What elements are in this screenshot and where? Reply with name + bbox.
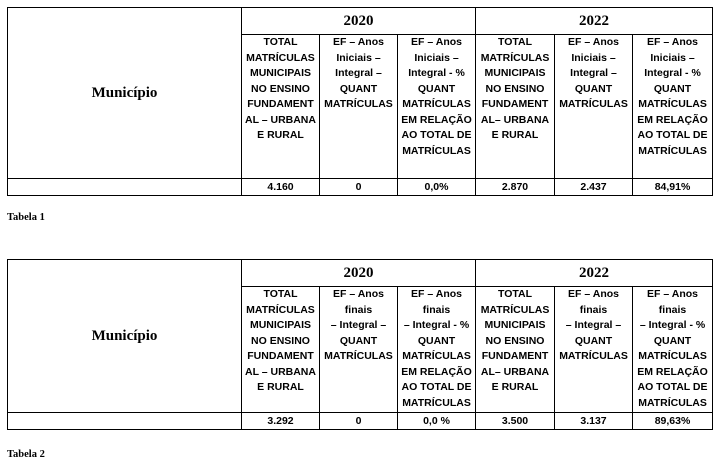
municipio-header: Município	[8, 8, 242, 179]
table-row	[8, 413, 713, 430]
column-header: EF – Anos Iniciais – Integral - % QUANT MATRÍCULAS EM RELAÇÃO AO TOTAL DE MATRÍCULAS	[398, 35, 476, 179]
table-cell: 2.437	[555, 179, 633, 196]
column-header: EF – Anos Iniciais – Integral - % QUANT MATRÍCULAS EM RELAÇÃO AO TOTAL DE MATRÍCULAS	[633, 35, 713, 179]
table-cell: 3.137	[555, 413, 633, 430]
column-header: TOTAL MATRÍCULAS MUNICIPAIS NO ENSINO FUNDAMENT AL – URBANA E RURAL	[242, 35, 320, 179]
municipio-header: Município	[8, 260, 242, 413]
column-header: TOTAL MATRÍCULAS MUNICIPAIS NO ENSINO FUNDAMENT AL– URBANA E RURAL	[476, 287, 555, 413]
table-cell: 89,63%	[633, 413, 713, 430]
year-2022-header: 2022	[476, 260, 713, 287]
table-cell: 0,0 %	[398, 413, 476, 430]
municipio-cell	[8, 179, 242, 196]
year-2020-header: 2020	[242, 8, 476, 35]
table-cell: 84,91%	[633, 179, 713, 196]
table-cell: 3.292	[242, 413, 320, 430]
table-cell: 3.500	[476, 413, 555, 430]
column-header: EF – Anos Iniciais – Integral – QUANT MATRÍCULAS	[555, 35, 633, 179]
year-2022-header: 2022	[476, 8, 713, 35]
column-header: EF – Anos finais – Integral - % QUANT MATRÍCULAS EM RELAÇÃO AO TOTAL DE MATRÍCULAS	[398, 287, 476, 413]
table-1-caption: Tabela 1	[7, 212, 45, 223]
year-2020-header: 2020	[242, 260, 476, 287]
column-header: EF – Anos finais – Integral – QUANT MATRÍCULAS	[320, 287, 398, 413]
column-header: EF – Anos finais – Integral - % QUANT MATRÍCULAS EM RELAÇÃO AO TOTAL DE MATRÍCULAS	[633, 287, 713, 413]
table-cell: 0	[320, 179, 398, 196]
table-2	[7, 259, 713, 430]
table-row	[8, 179, 713, 196]
table-1	[7, 7, 713, 196]
column-header: EF – Anos finais – Integral – QUANT MATRÍCULAS	[555, 287, 633, 413]
table-cell: 4.160	[242, 179, 320, 196]
table-cell: 2.870	[476, 179, 555, 196]
table-2-caption: Tabela 2	[7, 449, 45, 460]
column-header: EF – Anos Iniciais – Integral – QUANT MATRÍCULAS	[320, 35, 398, 179]
table-cell: 0	[320, 413, 398, 430]
municipio-cell	[8, 413, 242, 430]
column-header: TOTAL MATRÍCULAS MUNICIPAIS NO ENSINO FUNDAMENT AL – URBANA E RURAL	[242, 287, 320, 413]
column-header: TOTAL MATRÍCULAS MUNICIPAIS NO ENSINO FUNDAMENT AL– URBANA E RURAL	[476, 35, 555, 179]
table-cell: 0,0%	[398, 179, 476, 196]
